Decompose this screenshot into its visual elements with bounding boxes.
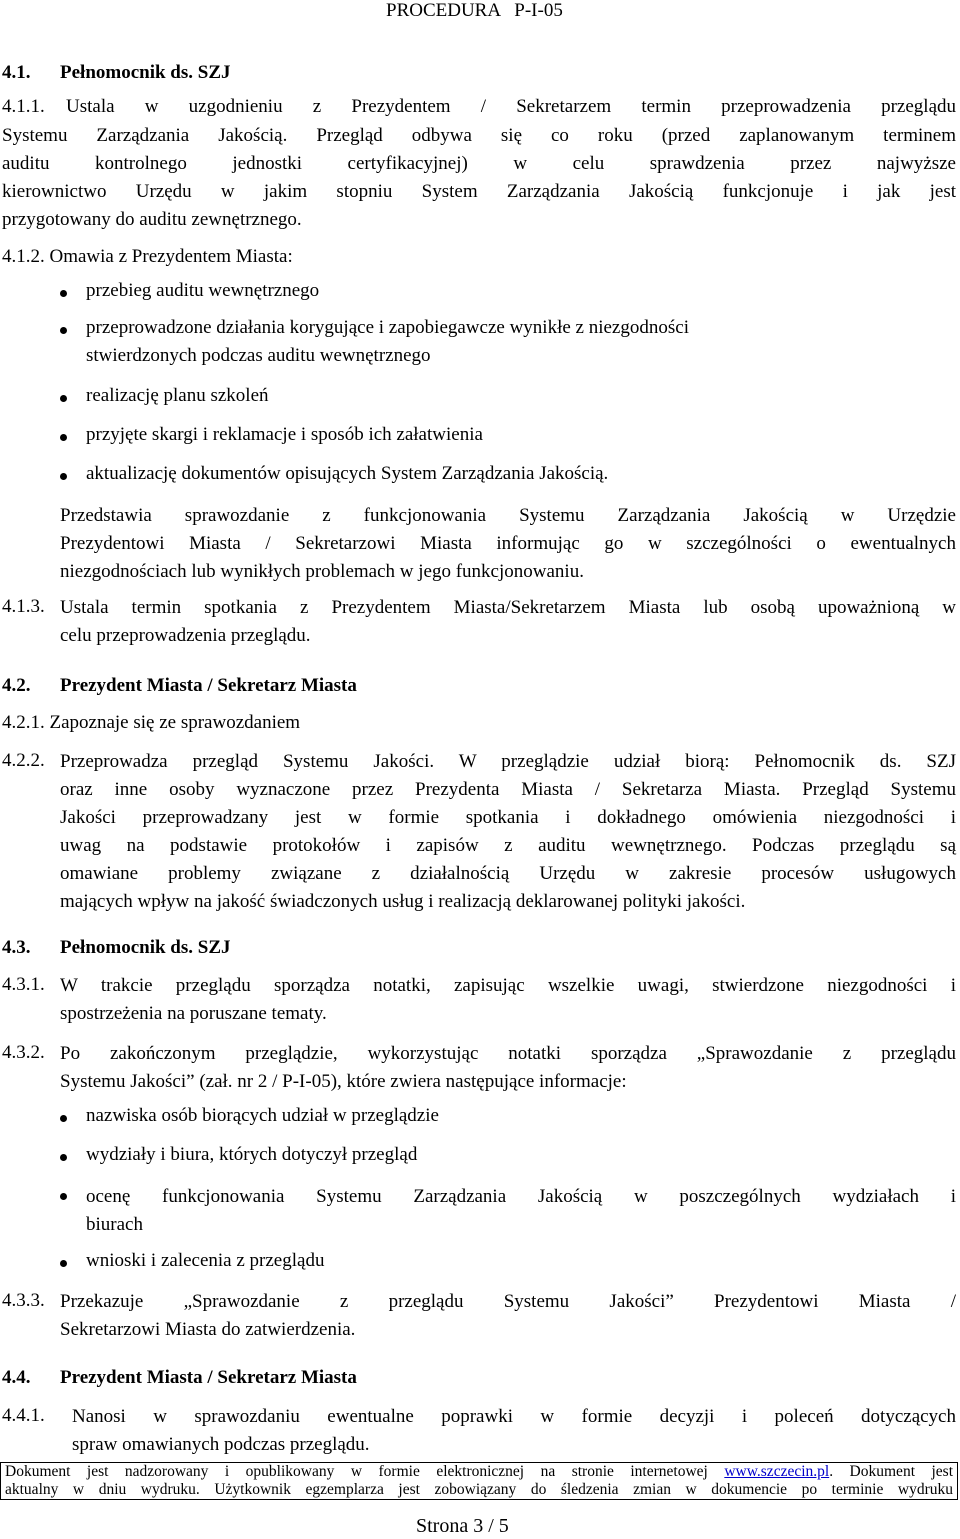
section-4-2-number: 4.2. [2, 675, 31, 696]
bullet-icon [60, 434, 67, 441]
bullet-icon [60, 473, 67, 480]
item-4-3-3-body: Przekazuje „Sprawozdanie z przeglądu Systemu Jakości” Prezydentowi Miasta / Sekretarzowi Miasta do zatwierdzenia. [60, 1291, 956, 1340]
item-4-1-1-number: 4.1.1. [2, 96, 45, 117]
page-number: Strona 3 / 5 [416, 1515, 509, 1537]
bullet-icon [60, 1193, 67, 1200]
bullet-icon [60, 1154, 67, 1161]
item-4-4-1-body: Nanosi w sprawozdaniu ewentualne poprawki w formie decyzji i poleceń dotyczących spraw omawianych podczas przeglądu. [72, 1406, 956, 1455]
footer-line-2: aktualny w dniu wydruku. Użytkownik egzemplarza jest zobowiązany do śledzenia zmian w dokumencie po terminie wydruku [5, 1481, 953, 1498]
bullet-icon [60, 327, 67, 334]
item-4-2-2-body: Przeprowadza przegląd Systemu Jakości. W przeglądzie udział biorą: Pełnomocnik ds. SZJ oraz inne osoby wyznaczone przez Prezydenta Miasta / Sekretarza Miasta. Przegląd Systemu Jakości przeprowadzany jest w formie spotkania i dokładnego omówienia niezgodności i uwag na podstawie protokołów i zapisów z auditu wewnętrznego. Podczas przeglądu są omawiane problemy związane z działalnością Urzędu w zakresie procesów usługowych mających wpływ na jakość świadczonych usług i realizacją deklarowanej polityki jakości. [60, 751, 956, 912]
item-4-3-1-number: 4.3.1. [2, 974, 45, 995]
section-4-3-title: Pełnomocnik ds. SZJ [60, 937, 231, 958]
footer-notice [0, 1462, 958, 1500]
item-4-2-1: 4.2.1. Zapoznaje się ze sprawozdaniem [2, 712, 301, 733]
item-4-1-1-body: Systemu Zarządzania Jakością. Przegląd odbywa się co roku (przed zaplanowanym terminem auditu kontrolnego jednostki certyfikacyjnej) w celu sprawdzenia przez najwyższe kierownictwo Urzędu w jakim stopniu System Zarządzania Jakością funkcjonuje i jak jest przygotowany do auditu zewnętrznego. [2, 125, 956, 230]
item-4-4-1-number: 4.4.1. [2, 1405, 45, 1426]
procedure-code: PROCEDURA P-I-05 [386, 0, 563, 21]
bullet-list-4-3-2: nazwiska osób biorących udział w przeglądzie wydziały i biura, których dotyczył przegląd ocenę funkcjonowania Systemu Zarządzania Jakością w poszczególnych wydziałach i biurach wnioski i zalecenia z przeglądu [60, 1105, 960, 1285]
item-4-3-2-body: Po zakończonym przeglądzie, wykorzystując notatki sporządza „Sprawozdanie z przeglądu Systemu Jakości” (zał. nr 2 / P-I-05), które zwiera następujące informacje: [60, 1043, 956, 1092]
item-4-3-3-number: 4.3.3. [2, 1290, 45, 1311]
item-4-1-1-first-line: Ustala w uzgodnieniu z Prezydentem / Sekretarzem termin przeprowadzenia przeglądu [66, 96, 956, 117]
bullet-list-4-1-2: przebieg auditu wewnętrznego przeprowadzone działania korygujące i zapobiegawcze wynikłe z niezgodności stwierdzonych podczas auditu wewnętrznego realizację planu szkoleń przyjęte skargi i reklamacje i sposób ich załatwienia aktualizację dokumentów opisujących System Zarządzania Jakością. [60, 280, 960, 490]
item-4-3-1-body: W trakcie przeglądu sporządza notatki, zapisując wszelkie uwagi, stwierdzone niezgodności i spostrzeżenia na poruszane tematy. [60, 975, 956, 1024]
section-4-4-title: Prezydent Miasta / Sekretarz Miasta [60, 1367, 357, 1388]
bullet-icon [60, 1115, 67, 1122]
footer-line-1: Dokument jest nadzorowany i opublikowany w formie elektronicznej na stronie internetowej www.szczecin.pl. Dokument jest [5, 1463, 954, 1480]
bullet-icon [60, 290, 67, 297]
section-4-1-title: Pełnomocnik ds. SZJ [60, 62, 231, 83]
item-4-3-2-number: 4.3.2. [2, 1042, 45, 1063]
section-4-3-number: 4.3. [2, 937, 31, 958]
section-4-1-number: 4.1. [2, 62, 31, 83]
section-4-2-title: Prezydent Miasta / Sekretarz Miasta [60, 675, 357, 696]
website-link[interactable]: www.szczecin.pl [724, 1463, 830, 1480]
item-4-2-2-number: 4.2.2. [2, 750, 45, 771]
bullet-icon [60, 1260, 67, 1267]
item-4-1-2-report-paragraph: Przedstawia sprawozdanie z funkcjonowania Systemu Zarządzania Jakością w Urzędzie Prezydentowi Miasta / Sekretarzowi Miasta informując go w szczególności o ewentualnych niezgodnościach lub wynikłych problemach w jego funkcjonowaniu. [60, 505, 956, 582]
bullet-icon [60, 395, 67, 402]
item-4-1-3-number: 4.1.3. [2, 596, 45, 617]
item-4-1-3-body: Ustala termin spotkania z Prezydentem Miasta/Sekretarzem Miasta lub osobą upoważnioną w celu przeprowadzenia przeglądu. [60, 597, 956, 646]
item-4-1-2-intro: 4.1.2. Omawia z Prezydentem Miasta: [2, 246, 293, 267]
section-4-4-number: 4.4. [2, 1367, 31, 1388]
